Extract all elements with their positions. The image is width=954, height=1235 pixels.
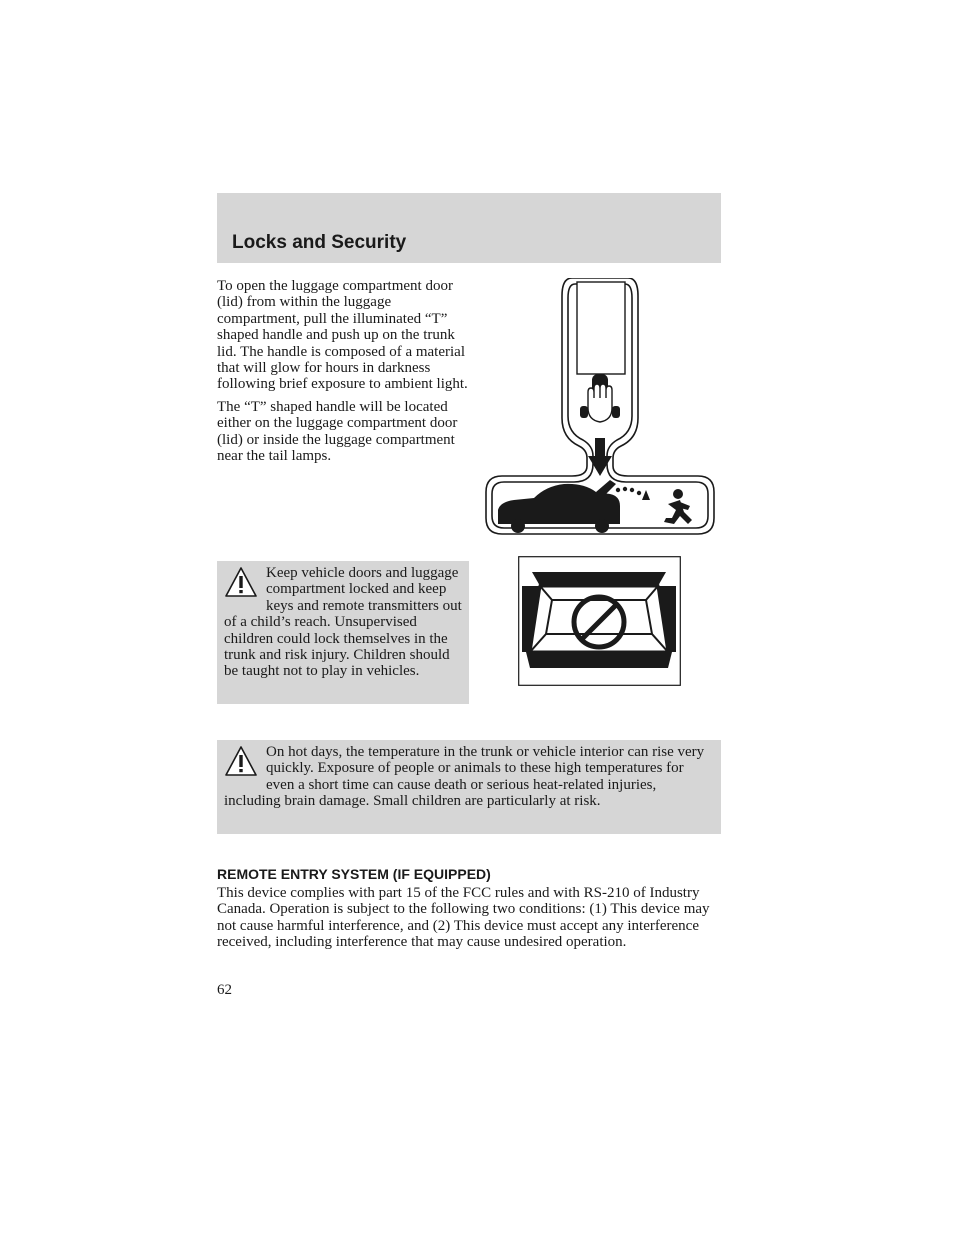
remote-entry-heading: REMOTE ENTRY SYSTEM (IF EQUIPPED) <box>217 866 491 882</box>
page-number: 62 <box>217 982 232 998</box>
intro-text <box>217 278 469 470</box>
warning-triangle-icon <box>224 744 258 778</box>
trunk-release-handle-illustration <box>484 278 716 538</box>
warning-box-children <box>217 561 469 704</box>
warning-text-children: Keep vehicle doors and luggage compartment locked and keep keys and remote transmitters out of a child’s reach. Unsupervised children could lock themselves in the trunk and risk injury. Children should be taught not to play in vehicles. <box>224 565 462 680</box>
warning-text-heat: On hot days, the temperature in the trunk or vehicle interior can rise very quickly. Exposure of people or animals to these high temperatures for even a short time can cause death or serious heat-related injuries, including brain damage. Small children are particularly at risk. <box>224 744 705 810</box>
warning-box-heat <box>217 740 721 834</box>
no-children-in-trunk-illustration <box>518 556 681 686</box>
warning-triangle-icon <box>224 565 258 599</box>
section-title: Locks and Security <box>232 232 407 253</box>
section-header-band <box>217 193 721 263</box>
intro-paragraph-2: The “T” shaped handle will be located either on the luggage compartment door (lid) or inside the luggage compartment near the tail lamps. <box>217 398 458 465</box>
remote-entry-text: This device complies with part 15 of the FCC rules and with RS-210 of Industry Canada. Operation is subject to the following two conditions: (1) This device may not cause harmful interference, and (2) This device must accept any interference received, including interference that may cause undesired operation. <box>217 885 710 951</box>
intro-paragraph-1: To open the luggage compartment door (lid) from within the luggage compartment, pull the illuminated “T” shaped handle and push up on the trunk lid. The handle is composed of a material that will glow for hours in darkness following brief exposure to ambient light. <box>217 278 468 393</box>
